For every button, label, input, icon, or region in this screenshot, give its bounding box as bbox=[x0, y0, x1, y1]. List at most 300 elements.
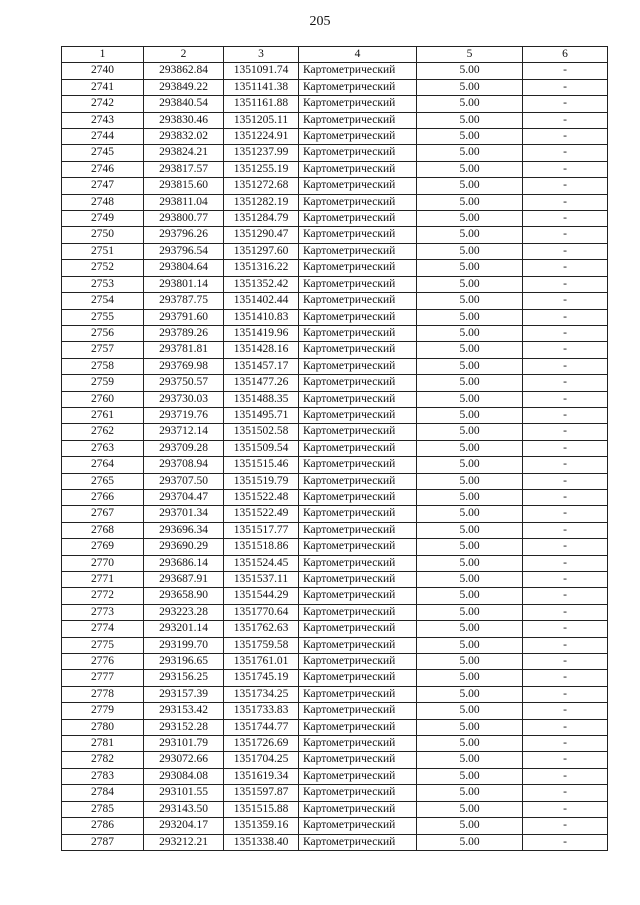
note-cell: - bbox=[523, 719, 608, 735]
note-cell: - bbox=[523, 768, 608, 784]
method-cell: Картометрический bbox=[299, 243, 417, 259]
y-coordinate-cell: 1351338.40 bbox=[224, 834, 299, 850]
table-row bbox=[62, 457, 608, 473]
note-cell: - bbox=[523, 211, 608, 227]
note-cell: - bbox=[523, 407, 608, 423]
method-cell: Картометрический bbox=[299, 670, 417, 686]
point-number-cell: 2771 bbox=[62, 572, 144, 588]
point-number-cell: 2778 bbox=[62, 686, 144, 702]
y-coordinate-cell: 1351519.79 bbox=[224, 473, 299, 489]
accuracy-cell: 5.00 bbox=[417, 407, 523, 423]
accuracy-cell: 5.00 bbox=[417, 96, 523, 112]
y-coordinate-cell: 1351477.26 bbox=[224, 375, 299, 391]
x-coordinate-cell: 293840.54 bbox=[144, 96, 224, 112]
point-number-cell: 2743 bbox=[62, 112, 144, 128]
table-row bbox=[62, 621, 608, 637]
table-row bbox=[62, 243, 608, 259]
y-coordinate-cell: 1351761.01 bbox=[224, 654, 299, 670]
point-number-cell: 2747 bbox=[62, 178, 144, 194]
note-cell: - bbox=[523, 489, 608, 505]
accuracy-cell: 5.00 bbox=[417, 489, 523, 505]
point-number-cell: 2748 bbox=[62, 194, 144, 210]
note-cell: - bbox=[523, 572, 608, 588]
method-cell: Картометрический bbox=[299, 818, 417, 834]
table-row bbox=[62, 112, 608, 128]
x-coordinate-cell: 293707.50 bbox=[144, 473, 224, 489]
method-cell: Картометрический bbox=[299, 276, 417, 292]
x-coordinate-cell: 293690.29 bbox=[144, 539, 224, 555]
accuracy-cell: 5.00 bbox=[417, 572, 523, 588]
method-cell: Картометрический bbox=[299, 736, 417, 752]
table-row bbox=[62, 79, 608, 95]
method-cell: Картометрический bbox=[299, 768, 417, 784]
accuracy-cell: 5.00 bbox=[417, 621, 523, 637]
accuracy-cell: 5.00 bbox=[417, 686, 523, 702]
method-cell: Картометрический bbox=[299, 801, 417, 817]
note-cell: - bbox=[523, 243, 608, 259]
method-cell: Картометрический bbox=[299, 342, 417, 358]
note-cell: - bbox=[523, 506, 608, 522]
x-coordinate-cell: 293196.65 bbox=[144, 654, 224, 670]
table-row bbox=[62, 588, 608, 604]
note-cell: - bbox=[523, 129, 608, 145]
accuracy-cell: 5.00 bbox=[417, 276, 523, 292]
method-cell: Картометрический bbox=[299, 637, 417, 653]
accuracy-cell: 5.00 bbox=[417, 457, 523, 473]
x-coordinate-cell: 293800.77 bbox=[144, 211, 224, 227]
note-cell: - bbox=[523, 703, 608, 719]
point-number-cell: 2752 bbox=[62, 260, 144, 276]
x-coordinate-cell: 293199.70 bbox=[144, 637, 224, 653]
accuracy-cell: 5.00 bbox=[417, 670, 523, 686]
header-cell-3: 3 bbox=[224, 47, 299, 63]
point-number-cell: 2741 bbox=[62, 79, 144, 95]
y-coordinate-cell: 1351224.91 bbox=[224, 129, 299, 145]
point-number-cell: 2768 bbox=[62, 522, 144, 538]
x-coordinate-cell: 293862.84 bbox=[144, 63, 224, 79]
accuracy-cell: 5.00 bbox=[417, 834, 523, 850]
note-cell: - bbox=[523, 539, 608, 555]
table-row bbox=[62, 407, 608, 423]
point-number-cell: 2746 bbox=[62, 161, 144, 177]
table-row bbox=[62, 375, 608, 391]
point-number-cell: 2749 bbox=[62, 211, 144, 227]
x-coordinate-cell: 293787.75 bbox=[144, 293, 224, 309]
point-number-cell: 2774 bbox=[62, 621, 144, 637]
method-cell: Картометрический bbox=[299, 407, 417, 423]
accuracy-cell: 5.00 bbox=[417, 293, 523, 309]
point-number-cell: 2769 bbox=[62, 539, 144, 555]
method-cell: Картометрический bbox=[299, 424, 417, 440]
point-number-cell: 2740 bbox=[62, 63, 144, 79]
note-cell: - bbox=[523, 834, 608, 850]
point-number-cell: 2754 bbox=[62, 293, 144, 309]
y-coordinate-cell: 1351515.88 bbox=[224, 801, 299, 817]
header-cell-2: 2 bbox=[144, 47, 224, 63]
note-cell: - bbox=[523, 325, 608, 341]
point-number-cell: 2782 bbox=[62, 752, 144, 768]
note-cell: - bbox=[523, 96, 608, 112]
x-coordinate-cell: 293815.60 bbox=[144, 178, 224, 194]
point-number-cell: 2763 bbox=[62, 440, 144, 456]
method-cell: Картометрический bbox=[299, 489, 417, 505]
method-cell: Картометрический bbox=[299, 309, 417, 325]
accuracy-cell: 5.00 bbox=[417, 588, 523, 604]
point-number-cell: 2745 bbox=[62, 145, 144, 161]
method-cell: Картометрический bbox=[299, 325, 417, 341]
note-cell: - bbox=[523, 79, 608, 95]
accuracy-cell: 5.00 bbox=[417, 555, 523, 571]
x-coordinate-cell: 293719.76 bbox=[144, 407, 224, 423]
y-coordinate-cell: 1351619.34 bbox=[224, 768, 299, 784]
x-coordinate-cell: 293769.98 bbox=[144, 358, 224, 374]
note-cell: - bbox=[523, 686, 608, 702]
point-number-cell: 2772 bbox=[62, 588, 144, 604]
note-cell: - bbox=[523, 342, 608, 358]
accuracy-cell: 5.00 bbox=[417, 375, 523, 391]
x-coordinate-cell: 293811.04 bbox=[144, 194, 224, 210]
table-row bbox=[62, 801, 608, 817]
table-row bbox=[62, 818, 608, 834]
x-coordinate-cell: 293201.14 bbox=[144, 621, 224, 637]
note-cell: - bbox=[523, 440, 608, 456]
table-header bbox=[62, 47, 608, 63]
table-row bbox=[62, 325, 608, 341]
y-coordinate-cell: 1351537.11 bbox=[224, 572, 299, 588]
accuracy-cell: 5.00 bbox=[417, 768, 523, 784]
accuracy-cell: 5.00 bbox=[417, 342, 523, 358]
table-row bbox=[62, 96, 608, 112]
point-number-cell: 2757 bbox=[62, 342, 144, 358]
accuracy-cell: 5.00 bbox=[417, 227, 523, 243]
y-coordinate-cell: 1351544.29 bbox=[224, 588, 299, 604]
note-cell: - bbox=[523, 391, 608, 407]
accuracy-cell: 5.00 bbox=[417, 654, 523, 670]
x-coordinate-cell: 293730.03 bbox=[144, 391, 224, 407]
method-cell: Картометрический bbox=[299, 785, 417, 801]
point-number-cell: 2756 bbox=[62, 325, 144, 341]
y-coordinate-cell: 1351272.68 bbox=[224, 178, 299, 194]
y-coordinate-cell: 1351402.44 bbox=[224, 293, 299, 309]
point-number-cell: 2776 bbox=[62, 654, 144, 670]
x-coordinate-cell: 293153.42 bbox=[144, 703, 224, 719]
x-coordinate-cell: 293796.54 bbox=[144, 243, 224, 259]
accuracy-cell: 5.00 bbox=[417, 818, 523, 834]
y-coordinate-cell: 1351518.86 bbox=[224, 539, 299, 555]
y-coordinate-cell: 1351284.79 bbox=[224, 211, 299, 227]
point-number-cell: 2775 bbox=[62, 637, 144, 653]
point-number-cell: 2750 bbox=[62, 227, 144, 243]
point-number-cell: 2744 bbox=[62, 129, 144, 145]
point-number-cell: 2784 bbox=[62, 785, 144, 801]
y-coordinate-cell: 1351316.22 bbox=[224, 260, 299, 276]
accuracy-cell: 5.00 bbox=[417, 112, 523, 128]
accuracy-cell: 5.00 bbox=[417, 79, 523, 95]
note-cell: - bbox=[523, 588, 608, 604]
note-cell: - bbox=[523, 801, 608, 817]
table-row bbox=[62, 440, 608, 456]
x-coordinate-cell: 293796.26 bbox=[144, 227, 224, 243]
accuracy-cell: 5.00 bbox=[417, 63, 523, 79]
y-coordinate-cell: 1351522.48 bbox=[224, 489, 299, 505]
point-number-cell: 2787 bbox=[62, 834, 144, 850]
table-row bbox=[62, 473, 608, 489]
header-cell-4: 4 bbox=[299, 47, 417, 63]
table-row bbox=[62, 522, 608, 538]
accuracy-cell: 5.00 bbox=[417, 260, 523, 276]
point-number-cell: 2779 bbox=[62, 703, 144, 719]
x-coordinate-cell: 293708.94 bbox=[144, 457, 224, 473]
point-number-cell: 2770 bbox=[62, 555, 144, 571]
point-number-cell: 2767 bbox=[62, 506, 144, 522]
point-number-cell: 2764 bbox=[62, 457, 144, 473]
y-coordinate-cell: 1351359.16 bbox=[224, 818, 299, 834]
table-row bbox=[62, 63, 608, 79]
accuracy-cell: 5.00 bbox=[417, 604, 523, 620]
method-cell: Картометрический bbox=[299, 539, 417, 555]
y-coordinate-cell: 1351509.54 bbox=[224, 440, 299, 456]
method-cell: Картометрический bbox=[299, 63, 417, 79]
method-cell: Картометрический bbox=[299, 358, 417, 374]
y-coordinate-cell: 1351457.17 bbox=[224, 358, 299, 374]
accuracy-cell: 5.00 bbox=[417, 161, 523, 177]
y-coordinate-cell: 1351502.58 bbox=[224, 424, 299, 440]
x-coordinate-cell: 293084.08 bbox=[144, 768, 224, 784]
method-cell: Картометрический bbox=[299, 703, 417, 719]
accuracy-cell: 5.00 bbox=[417, 506, 523, 522]
x-coordinate-cell: 293801.14 bbox=[144, 276, 224, 292]
x-coordinate-cell: 293157.39 bbox=[144, 686, 224, 702]
method-cell: Картометрический bbox=[299, 440, 417, 456]
note-cell: - bbox=[523, 63, 608, 79]
y-coordinate-cell: 1351517.77 bbox=[224, 522, 299, 538]
accuracy-cell: 5.00 bbox=[417, 801, 523, 817]
note-cell: - bbox=[523, 424, 608, 440]
accuracy-cell: 5.00 bbox=[417, 211, 523, 227]
y-coordinate-cell: 1351745.19 bbox=[224, 670, 299, 686]
point-number-cell: 2751 bbox=[62, 243, 144, 259]
method-cell: Картометрический bbox=[299, 473, 417, 489]
method-cell: Картометрический bbox=[299, 555, 417, 571]
note-cell: - bbox=[523, 457, 608, 473]
x-coordinate-cell: 293804.64 bbox=[144, 260, 224, 276]
accuracy-cell: 5.00 bbox=[417, 194, 523, 210]
method-cell: Картометрический bbox=[299, 178, 417, 194]
x-coordinate-cell: 293223.28 bbox=[144, 604, 224, 620]
x-coordinate-cell: 293709.28 bbox=[144, 440, 224, 456]
table-row bbox=[62, 358, 608, 374]
note-cell: - bbox=[523, 522, 608, 538]
method-cell: Картометрический bbox=[299, 588, 417, 604]
table-row bbox=[62, 276, 608, 292]
page-number: 205 bbox=[309, 14, 331, 29]
y-coordinate-cell: 1351515.46 bbox=[224, 457, 299, 473]
accuracy-cell: 5.00 bbox=[417, 178, 523, 194]
accuracy-cell: 5.00 bbox=[417, 785, 523, 801]
note-cell: - bbox=[523, 785, 608, 801]
note-cell: - bbox=[523, 309, 608, 325]
method-cell: Картометрический bbox=[299, 145, 417, 161]
table-row bbox=[62, 227, 608, 243]
x-coordinate-cell: 293658.90 bbox=[144, 588, 224, 604]
y-coordinate-cell: 1351759.58 bbox=[224, 637, 299, 653]
method-cell: Картометрический bbox=[299, 227, 417, 243]
note-cell: - bbox=[523, 112, 608, 128]
header-cell-6: 6 bbox=[523, 47, 608, 63]
accuracy-cell: 5.00 bbox=[417, 391, 523, 407]
x-coordinate-cell: 293704.47 bbox=[144, 489, 224, 505]
note-cell: - bbox=[523, 555, 608, 571]
table-row bbox=[62, 194, 608, 210]
method-cell: Картометрический bbox=[299, 161, 417, 177]
note-cell: - bbox=[523, 375, 608, 391]
y-coordinate-cell: 1351495.71 bbox=[224, 407, 299, 423]
x-coordinate-cell: 293701.34 bbox=[144, 506, 224, 522]
table-row bbox=[62, 260, 608, 276]
accuracy-cell: 5.00 bbox=[417, 522, 523, 538]
table-row bbox=[62, 686, 608, 702]
note-cell: - bbox=[523, 736, 608, 752]
method-cell: Картометрический bbox=[299, 572, 417, 588]
point-number-cell: 2781 bbox=[62, 736, 144, 752]
y-coordinate-cell: 1351255.19 bbox=[224, 161, 299, 177]
accuracy-cell: 5.00 bbox=[417, 637, 523, 653]
y-coordinate-cell: 1351290.47 bbox=[224, 227, 299, 243]
point-number-cell: 2755 bbox=[62, 309, 144, 325]
x-coordinate-cell: 293832.02 bbox=[144, 129, 224, 145]
method-cell: Картометрический bbox=[299, 96, 417, 112]
method-cell: Картометрический bbox=[299, 686, 417, 702]
y-coordinate-cell: 1351488.35 bbox=[224, 391, 299, 407]
table-row bbox=[62, 572, 608, 588]
method-cell: Картометрический bbox=[299, 719, 417, 735]
y-coordinate-cell: 1351744.77 bbox=[224, 719, 299, 735]
point-number-cell: 2762 bbox=[62, 424, 144, 440]
x-coordinate-cell: 293686.14 bbox=[144, 555, 224, 571]
method-cell: Картометрический bbox=[299, 293, 417, 309]
x-coordinate-cell: 293212.21 bbox=[144, 834, 224, 850]
y-coordinate-cell: 1351734.25 bbox=[224, 686, 299, 702]
table-row bbox=[62, 145, 608, 161]
x-coordinate-cell: 293696.34 bbox=[144, 522, 224, 538]
x-coordinate-cell: 293791.60 bbox=[144, 309, 224, 325]
x-coordinate-cell: 293750.57 bbox=[144, 375, 224, 391]
point-number-cell: 2742 bbox=[62, 96, 144, 112]
table-body bbox=[62, 63, 608, 851]
table-row bbox=[62, 178, 608, 194]
accuracy-cell: 5.00 bbox=[417, 703, 523, 719]
accuracy-cell: 5.00 bbox=[417, 145, 523, 161]
note-cell: - bbox=[523, 654, 608, 670]
header-cell-5: 5 bbox=[417, 47, 523, 63]
method-cell: Картометрический bbox=[299, 391, 417, 407]
note-cell: - bbox=[523, 818, 608, 834]
table-row bbox=[62, 161, 608, 177]
x-coordinate-cell: 293687.91 bbox=[144, 572, 224, 588]
point-number-cell: 2783 bbox=[62, 768, 144, 784]
table-row bbox=[62, 834, 608, 850]
method-cell: Картометрический bbox=[299, 129, 417, 145]
accuracy-cell: 5.00 bbox=[417, 736, 523, 752]
accuracy-cell: 5.00 bbox=[417, 358, 523, 374]
header-cell-1: 1 bbox=[62, 47, 144, 63]
y-coordinate-cell: 1351297.60 bbox=[224, 243, 299, 259]
method-cell: Картометрический bbox=[299, 752, 417, 768]
method-cell: Картометрический bbox=[299, 834, 417, 850]
x-coordinate-cell: 293830.46 bbox=[144, 112, 224, 128]
table-row bbox=[62, 293, 608, 309]
accuracy-cell: 5.00 bbox=[417, 243, 523, 259]
point-number-cell: 2777 bbox=[62, 670, 144, 686]
y-coordinate-cell: 1351091.74 bbox=[224, 63, 299, 79]
header-row bbox=[62, 47, 608, 63]
y-coordinate-cell: 1351597.87 bbox=[224, 785, 299, 801]
x-coordinate-cell: 293781.81 bbox=[144, 342, 224, 358]
method-cell: Картометрический bbox=[299, 604, 417, 620]
method-cell: Картометрический bbox=[299, 654, 417, 670]
note-cell: - bbox=[523, 752, 608, 768]
table-row bbox=[62, 489, 608, 505]
table-row bbox=[62, 637, 608, 653]
y-coordinate-cell: 1351733.83 bbox=[224, 703, 299, 719]
accuracy-cell: 5.00 bbox=[417, 325, 523, 341]
table-row bbox=[62, 604, 608, 620]
x-coordinate-cell: 293152.28 bbox=[144, 719, 224, 735]
note-cell: - bbox=[523, 637, 608, 653]
point-number-cell: 2761 bbox=[62, 407, 144, 423]
x-coordinate-cell: 293101.55 bbox=[144, 785, 224, 801]
y-coordinate-cell: 1351762.63 bbox=[224, 621, 299, 637]
x-coordinate-cell: 293849.22 bbox=[144, 79, 224, 95]
y-coordinate-cell: 1351205.11 bbox=[224, 112, 299, 128]
accuracy-cell: 5.00 bbox=[417, 440, 523, 456]
accuracy-cell: 5.00 bbox=[417, 309, 523, 325]
y-coordinate-cell: 1351237.99 bbox=[224, 145, 299, 161]
point-number-cell: 2786 bbox=[62, 818, 144, 834]
note-cell: - bbox=[523, 178, 608, 194]
table-row bbox=[62, 129, 608, 145]
y-coordinate-cell: 1351428.16 bbox=[224, 342, 299, 358]
y-coordinate-cell: 1351704.25 bbox=[224, 752, 299, 768]
method-cell: Картометрический bbox=[299, 112, 417, 128]
table-row bbox=[62, 752, 608, 768]
y-coordinate-cell: 1351282.19 bbox=[224, 194, 299, 210]
x-coordinate-cell: 293156.25 bbox=[144, 670, 224, 686]
table-row bbox=[62, 785, 608, 801]
note-cell: - bbox=[523, 227, 608, 243]
y-coordinate-cell: 1351352.42 bbox=[224, 276, 299, 292]
method-cell: Картометрический bbox=[299, 506, 417, 522]
method-cell: Картометрический bbox=[299, 194, 417, 210]
x-coordinate-cell: 293101.79 bbox=[144, 736, 224, 752]
y-coordinate-cell: 1351524.45 bbox=[224, 555, 299, 571]
note-cell: - bbox=[523, 276, 608, 292]
accuracy-cell: 5.00 bbox=[417, 424, 523, 440]
x-coordinate-cell: 293824.21 bbox=[144, 145, 224, 161]
note-cell: - bbox=[523, 260, 608, 276]
point-number-cell: 2760 bbox=[62, 391, 144, 407]
accuracy-cell: 5.00 bbox=[417, 539, 523, 555]
accuracy-cell: 5.00 bbox=[417, 473, 523, 489]
method-cell: Картометрический bbox=[299, 260, 417, 276]
table-row bbox=[62, 211, 608, 227]
point-number-cell: 2773 bbox=[62, 604, 144, 620]
y-coordinate-cell: 1351141.38 bbox=[224, 79, 299, 95]
x-coordinate-cell: 293817.57 bbox=[144, 161, 224, 177]
table-row bbox=[62, 768, 608, 784]
table-row bbox=[62, 555, 608, 571]
table-row bbox=[62, 703, 608, 719]
